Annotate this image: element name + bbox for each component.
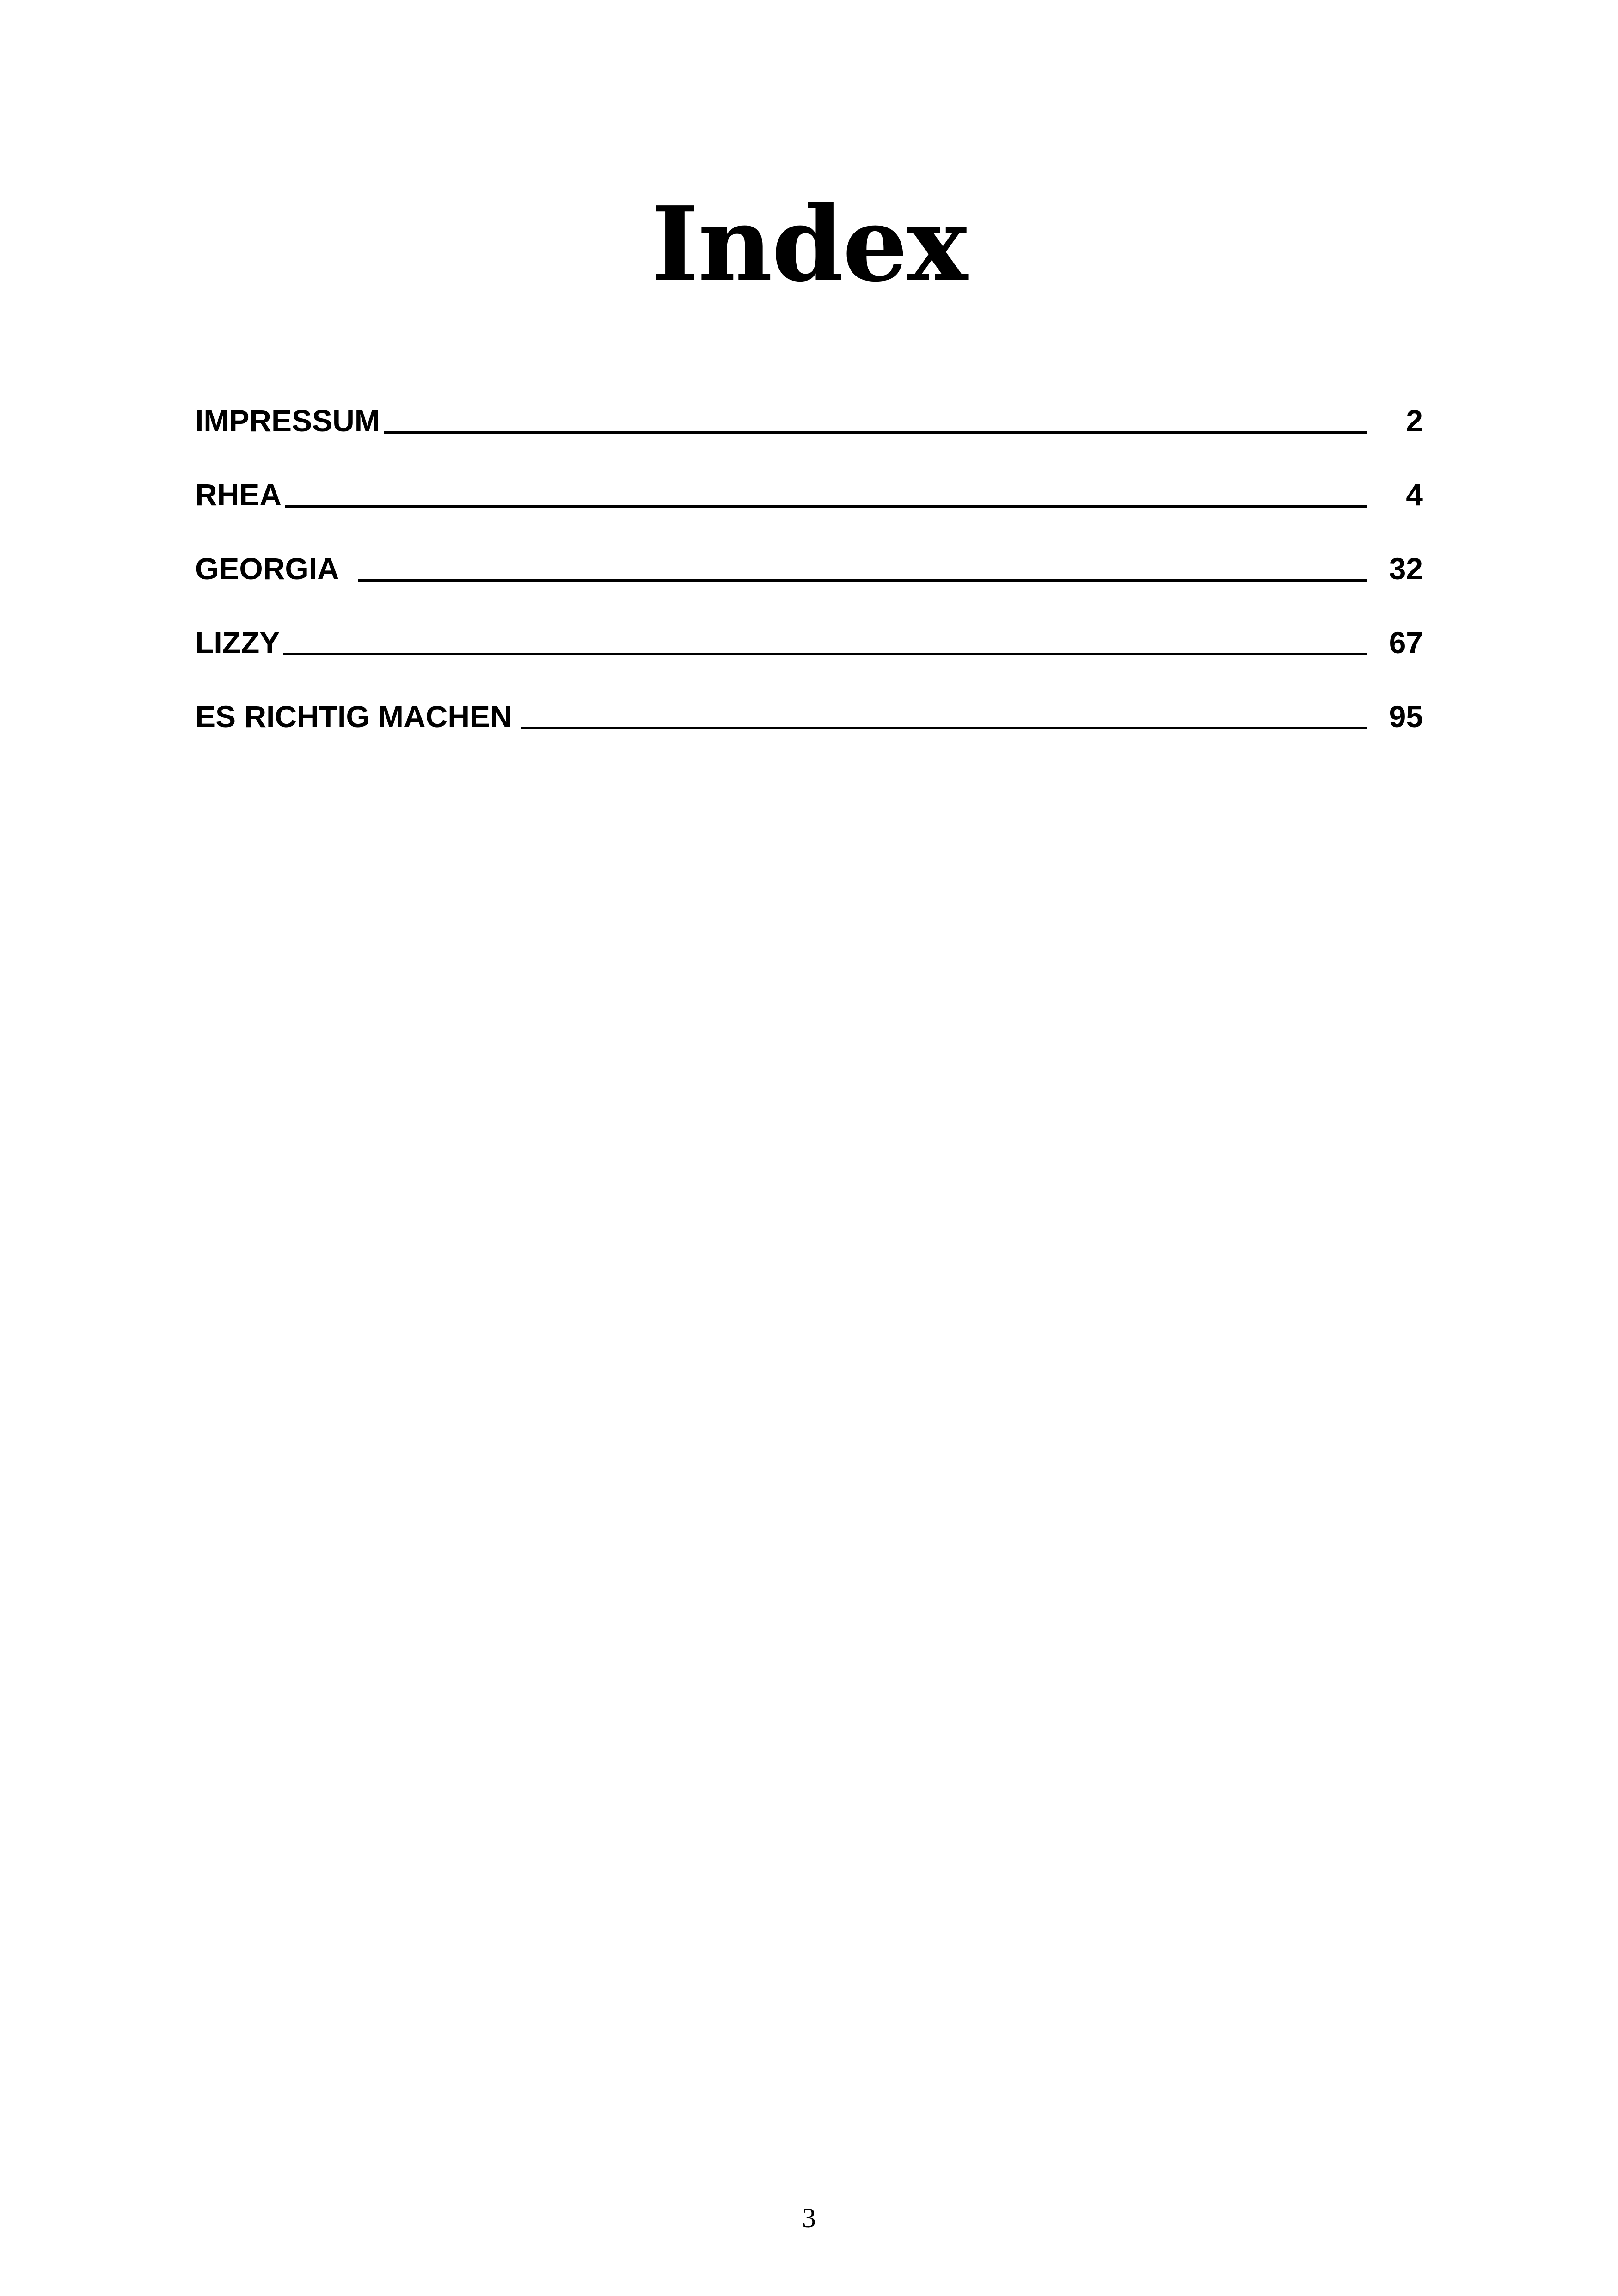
toc-entry-page: 32: [1389, 551, 1423, 586]
toc-entry-label: RHEA: [195, 478, 282, 512]
toc-entry-label: LIZZY: [195, 625, 280, 660]
page-title: Index: [650, 184, 968, 305]
toc-entry-page: 67: [1389, 625, 1423, 660]
toc-entry-page: 2: [1406, 404, 1423, 438]
toc-entry-georgia[interactable]: [195, 513, 1423, 587]
toc-leader-line: [384, 430, 1367, 434]
toc-entry-label: GEORGIA: [195, 551, 339, 586]
toc-entry-page: 4: [1406, 478, 1423, 512]
page-number: 3: [802, 2203, 816, 2233]
toc-leader-line: [521, 726, 1367, 729]
toc-entry-impressum[interactable]: [195, 365, 1423, 439]
toc-leader-line: [283, 652, 1367, 655]
toc-leader-line: [285, 504, 1367, 508]
toc-entry-lizzy[interactable]: [195, 587, 1423, 661]
toc-leader-line: [358, 578, 1367, 582]
table-of-contents: [195, 365, 1423, 735]
toc-entry-label: ES RICHTIG MACHEN: [195, 699, 512, 734]
toc-entry-page: 95: [1389, 699, 1423, 734]
toc-entry-rhea[interactable]: [195, 439, 1423, 513]
toc-entry-label: IMPRESSUM: [195, 404, 380, 438]
toc-entry-es-richtig-machen[interactable]: [195, 661, 1423, 735]
